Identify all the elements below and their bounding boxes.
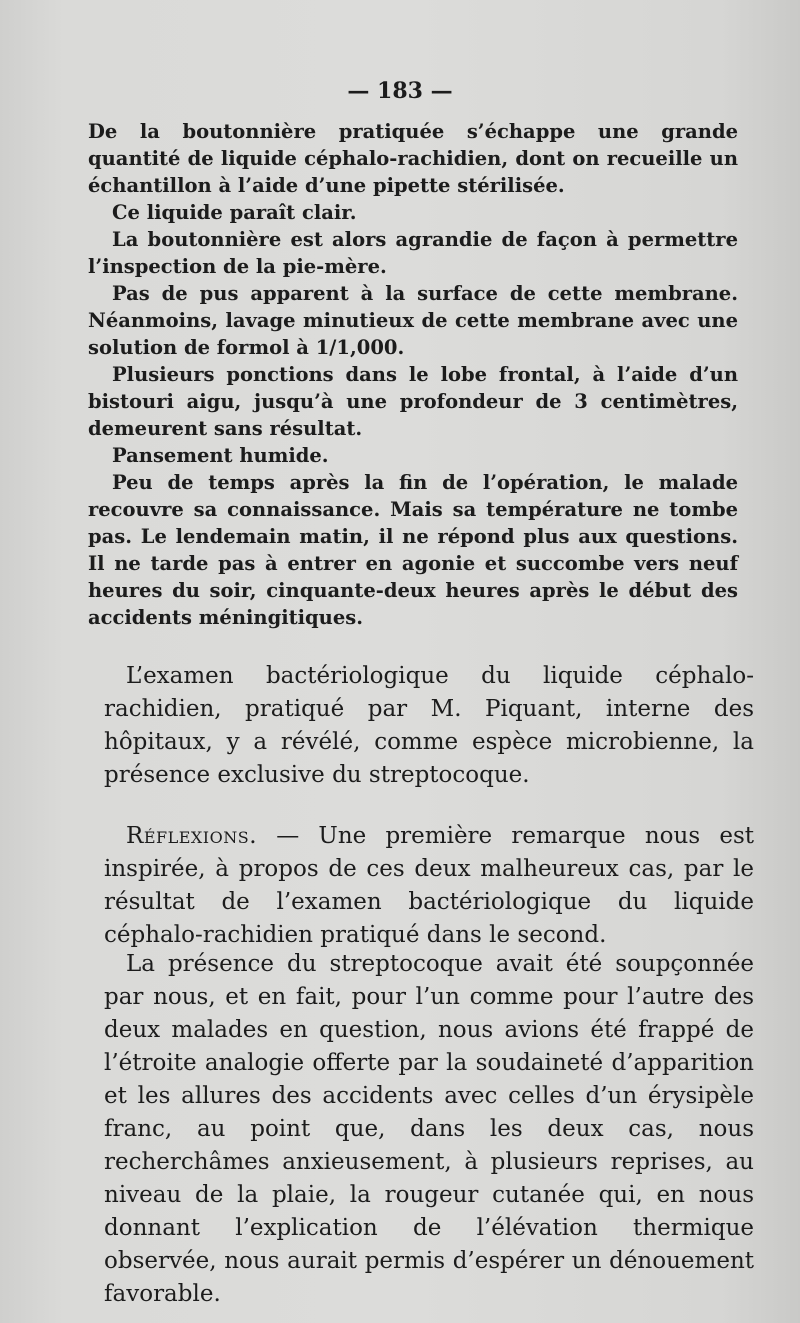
examen-section bbox=[104, 660, 754, 792]
presence-section bbox=[104, 948, 754, 1311]
paragraph-text: — Une première remarque nous est inspirée, à propos de ces deux malheureux cas, par le résultat de l’examen bactériologique du liquide céphalo-rachidien pratiqué dans le second. bbox=[104, 823, 754, 948]
reflexions-section bbox=[104, 820, 754, 952]
paragraph: Plusieurs ponctions dans le lobe frontal, à l’aide d’un bistouri aigu, jusqu’à une profondeur de 3 centimètres, demeurent sans résultat. bbox=[88, 363, 738, 440]
paragraph: De la boutonnière pratiquée s’échappe une grande quantité de liquide céphalo-rachidien, dont on recueille un échantillon à l’aide d’une pipette stérilisée. bbox=[88, 120, 738, 197]
paragraph: Ce liquide paraît clair. bbox=[112, 201, 357, 224]
paragraph bbox=[104, 820, 754, 952]
paragraph: La boutonnière est alors agrandie de façon à permettre l’inspection de la pie-mère. bbox=[88, 228, 738, 278]
page-number: — 183 — bbox=[347, 78, 453, 104]
paragraph: L’examen bactériologique du liquide céphalo-rachidien, pratiqué par M. Piquant, interne des hôpitaux, y a révélé, comme espèce microbienne, la présence exclusive du streptocoque. bbox=[104, 663, 754, 788]
paragraph: Pas de pus apparent à la surface de cette membrane. Néanmoins, lavage minutieux de cette membrane avec une solution de formol à 1/1,000. bbox=[88, 282, 738, 359]
case-notes bbox=[88, 118, 738, 631]
paragraph: La présence du streptocoque avait été soupçonnée par nous, et en fait, pour l’un comme pour l’autre des deux malades en question, nous avions été frappé de l’étroite analogie offerte par la soudaineté d’apparition et les allures des accidents avec celles d’un érysipèle franc, au point que, dans les deux cas, nous recherchâmes anxieusement, à plusieurs reprises, au niveau de la plaie, la rougeur cutanée qui, en nous donnant l’explication de l’élévation thermique observée, nous aurait permis d’espérer un dénouement favorable. bbox=[104, 951, 754, 1307]
section-heading: Réflexions. bbox=[126, 823, 258, 849]
paragraph: Peu de temps après la fin de l’opération, le malade recouvre sa connaissance. Mais sa température ne tombe pas. Le lendemain matin, il ne répond plus aux questions. Il ne tarde pas à entrer en agonie et succombe vers neuf heures du soir, cinquante-deux heures après le début des accidents méningitiques. bbox=[88, 471, 738, 629]
paragraph: Pansement humide. bbox=[112, 444, 329, 467]
